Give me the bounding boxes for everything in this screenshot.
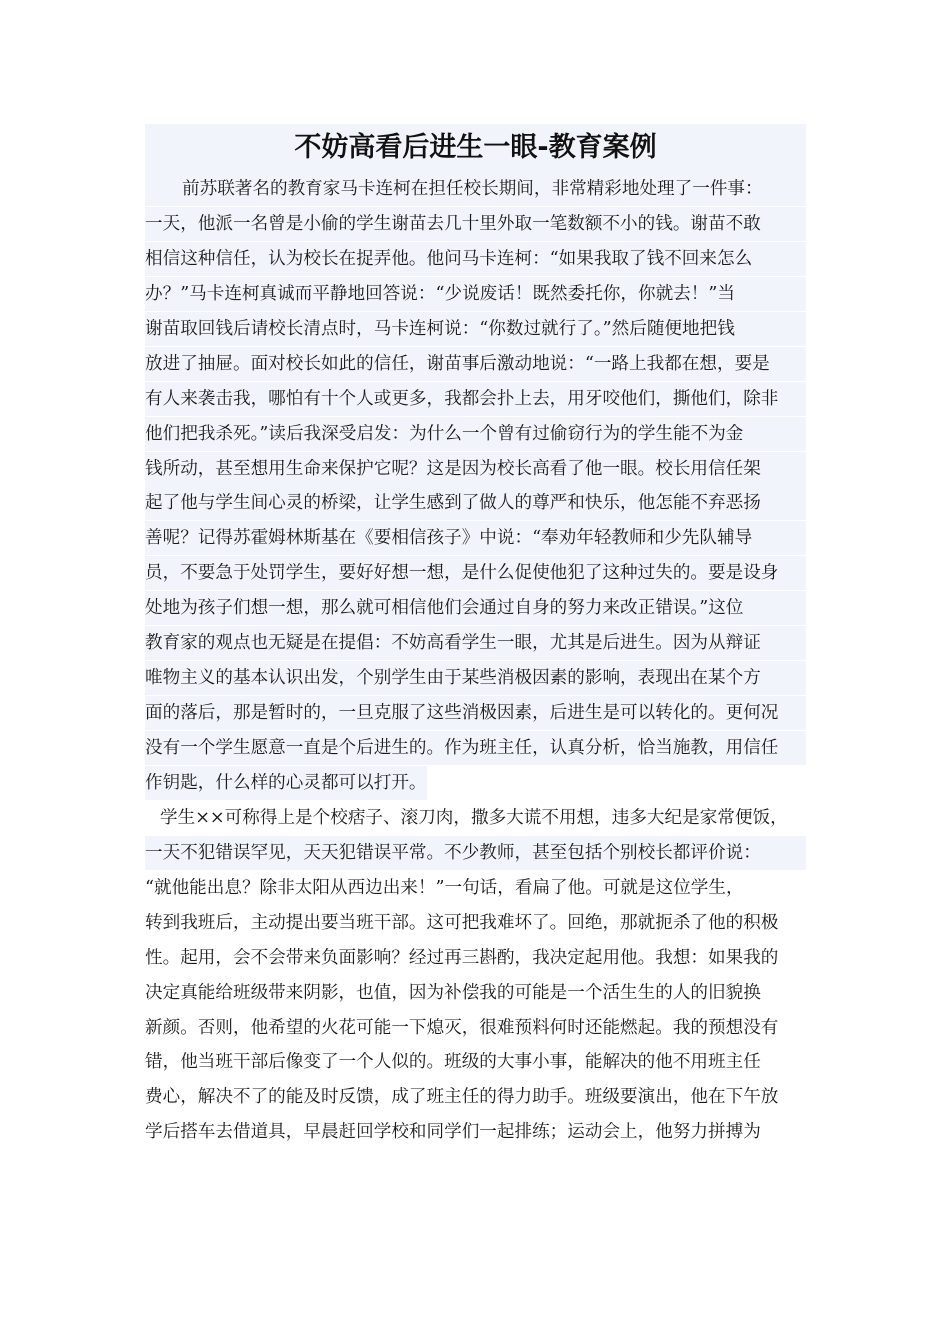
paragraph-line: 面的落后，那是暂时的，一旦克服了这些消极因素，后进生是可以转化的。更何况 bbox=[145, 696, 806, 730]
paragraph-line: 教育家的观点也无疑是在提倡：不妨高看学生一眼，尤其是后进生。因为从辩证 bbox=[145, 626, 806, 660]
paragraph-line: 错，他当班干部后像变了一个人似的。班级的大事小事，能解决的他不用班主任 bbox=[145, 1052, 761, 1073]
document-title: 不妨高看后进生一眼-教育案例 bbox=[145, 124, 806, 172]
paragraph-line: 钱所动，甚至想用生命来保护它呢？这是因为校长高看了他一眼。校长用信任架 bbox=[145, 452, 806, 486]
paragraph-line: “就他能出息？除非太阳从西边出来！”一句话，看扁了他。可就是这位学生， bbox=[145, 877, 744, 898]
paragraph-line: 一天不犯错误罕见，天天犯错误平常。不少教师，甚至包括个别校长都评价说： bbox=[145, 836, 806, 870]
paragraph-line: 他们把我杀死。”读后我深受启发：为什么一个曾有过偷窃行为的学生能不为金 bbox=[145, 417, 806, 451]
paragraph-line: 决定真能给班级带来阴影，也值，因为补偿我的可能是一个活生生的人的旧貌换 bbox=[145, 982, 761, 1003]
paragraph-line: 费心，解决不了的能及时反馈，成了班主任的得力助手。班级要演出，他在下午放 bbox=[145, 1087, 779, 1108]
paragraph-line: 性。起用，会不会带来负面影响？经过再三斟酌，我决定起用他。我想：如果我的 bbox=[145, 947, 779, 968]
paragraph-line: 作钥匙，什么样的心灵都可以打开。 bbox=[145, 766, 806, 800]
paragraph-line: 前苏联著名的教育家马卡连柯在担任校长期间，非常精彩地处理了一件事： bbox=[145, 172, 806, 206]
paragraph-line: 处地为孩子们想一想，那么就可相信他们会通过自身的努力来改正错误。”这位 bbox=[145, 591, 806, 625]
paragraph-line: 一天，他派一名曾是小偷的学生谢苗去几十里外取一笔数额不小的钱。谢苗不敢 bbox=[145, 207, 806, 241]
paragraph-line: 新颜。否则，他希望的火花可能一下熄灭，很难预料何时还能燃起。我的预想没有 bbox=[145, 1017, 779, 1038]
paragraph-line: 相信这种信任，认为校长在捉弄他。他问马卡连柯：“如果我取了钱不回来怎么 bbox=[145, 242, 806, 276]
paragraph-line: 学后搭车去借道具，早晨赶回学校和同学们一起排练；运动会上，他努力拼搏为 bbox=[145, 1122, 761, 1143]
paragraph-line: 员，不要急于处罚学生，要好好想一想，是什么促使他犯了这种过失的。要是设身 bbox=[145, 556, 806, 590]
paragraph-line: 起了他与学生间心灵的桥梁，让学生感到了做人的尊严和快乐，他怎能不弃恶扬 bbox=[145, 486, 806, 520]
paragraph-line: 学生××可称得上是个校痞子、滚刀肉，撒多大谎不用想，违多大纪是家常便饭， bbox=[160, 807, 788, 828]
paragraph-line: 没有一个学生愿意一直是个后进生的。作为班主任，认真分析，恰当施教，用信任 bbox=[145, 731, 806, 765]
paragraph-line: 放进了抽屉。面对校长如此的信任，谢苗事后激动地说：“一路上我都在想，要是 bbox=[145, 347, 806, 381]
paragraph-line: 办？”马卡连柯真诚而平静地回答说：“少说废话！既然委托你，你就去！”当 bbox=[145, 277, 806, 311]
paragraph-line: 善呢？记得苏霍姆林斯基在《要相信孩子》中说：“奉劝年轻教师和少先队辅导 bbox=[145, 521, 806, 555]
document-body bbox=[145, 172, 806, 1150]
paragraph-line: 谢苗取回钱后请校长清点时，马卡连柯说：“你数过就行了。”然后随便地把钱 bbox=[145, 312, 806, 346]
paragraph-line: 转到我班后，主动提出要当班干部。这可把我难坏了。回绝，那就扼杀了他的积极 bbox=[145, 912, 779, 933]
paragraph-line: 有人来袭击我，哪怕有十个人或更多，我都会扑上去，用牙咬他们，撕他们，除非 bbox=[145, 382, 806, 416]
paragraph-line: 唯物主义的基本认识出发，个别学生由于某些消极因素的影响，表现出在某个方 bbox=[145, 661, 806, 695]
